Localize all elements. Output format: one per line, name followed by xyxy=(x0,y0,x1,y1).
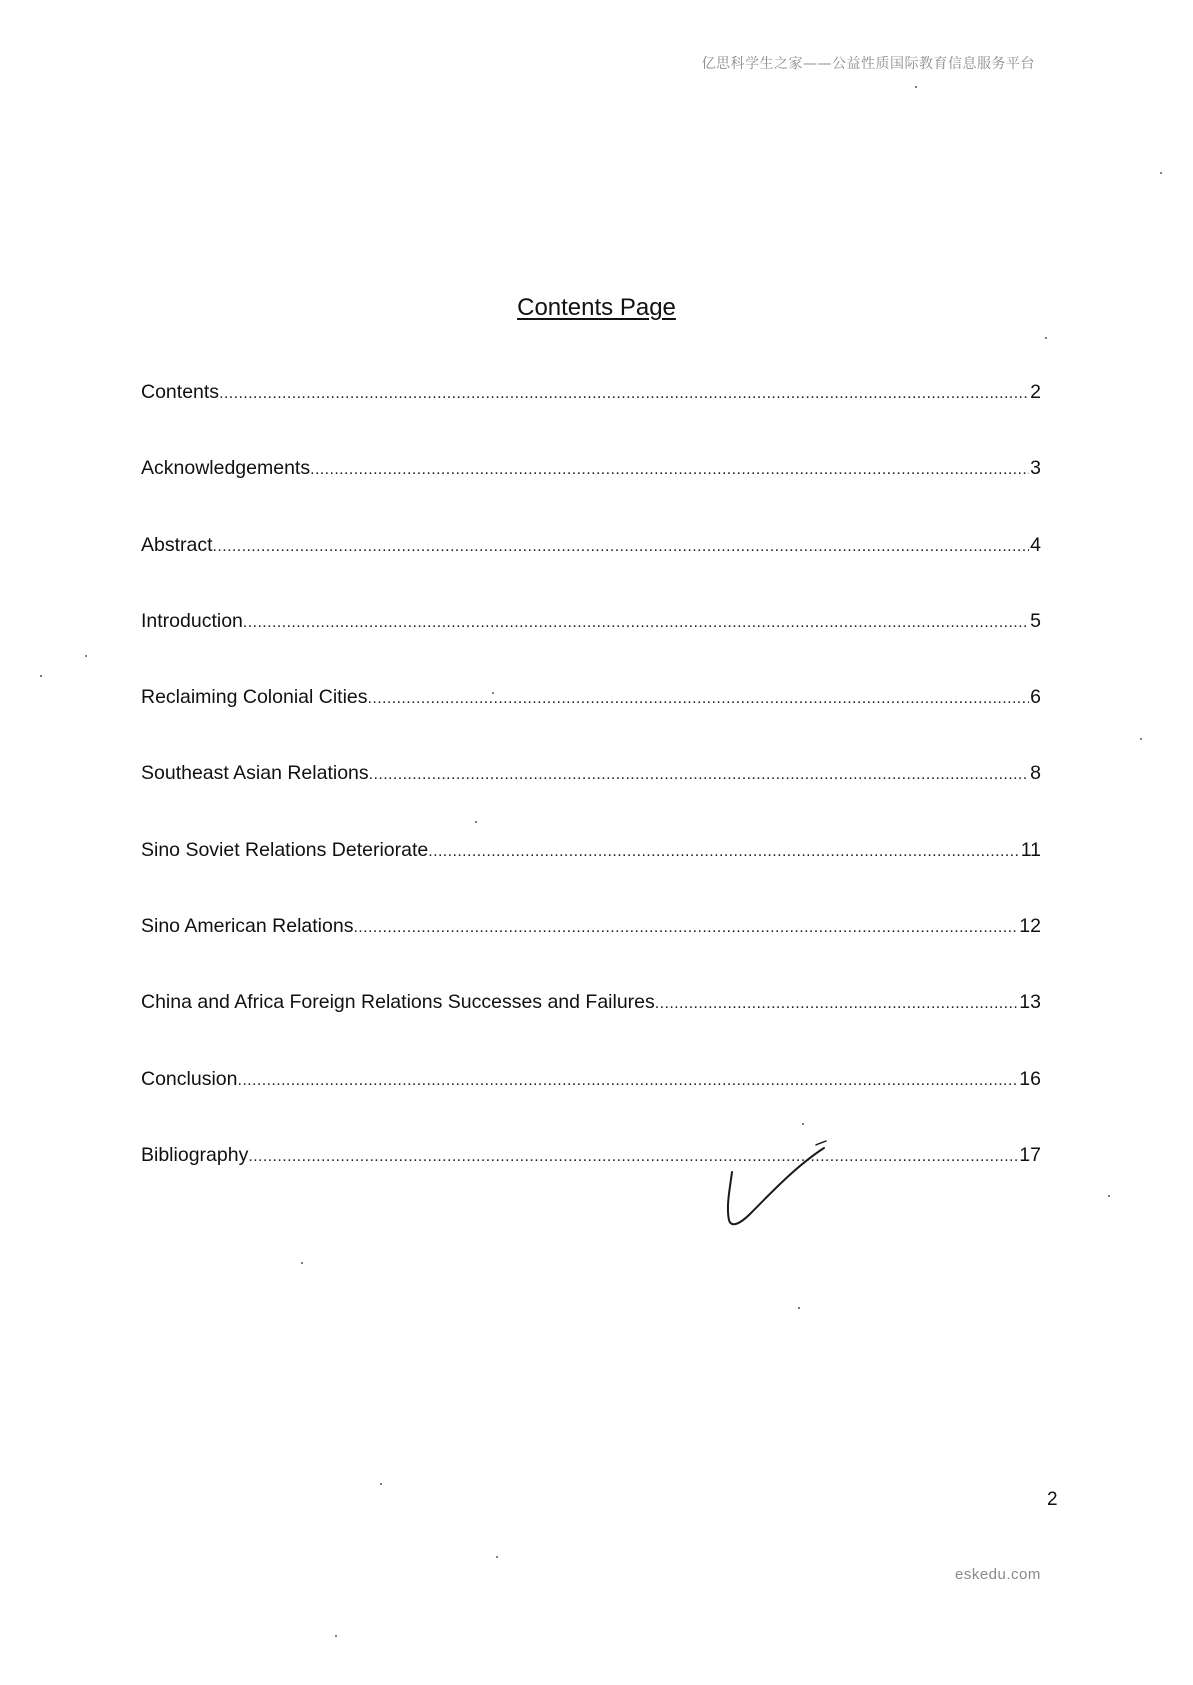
scan-speck xyxy=(301,1262,303,1264)
scan-speck xyxy=(475,821,477,823)
footer-watermark: eskedu.com xyxy=(955,1566,1041,1583)
toc-dot-leader xyxy=(248,1143,1018,1171)
toc-entry-page: 12 xyxy=(1019,915,1041,938)
toc-dot-leader xyxy=(243,609,1029,637)
handwritten-checkmark xyxy=(720,1140,830,1235)
toc-entry-sino-american-relations xyxy=(141,912,1041,988)
toc-entry-label: Bibliography xyxy=(141,1143,249,1166)
toc-entry-southeast-asian-relations xyxy=(141,759,1041,835)
toc-dot-leader xyxy=(655,990,1019,1018)
toc-entry-page: 5 xyxy=(1030,609,1041,632)
toc-entry-page: 8 xyxy=(1030,762,1041,785)
toc-dot-leader xyxy=(237,1067,1018,1095)
toc-entry-page: 4 xyxy=(1030,533,1041,556)
scan-speck xyxy=(85,655,87,657)
toc-dot-leader xyxy=(428,838,1020,866)
header-watermark: 亿思科学生之家——公益性质国际教育信息服务平台 xyxy=(701,56,1035,72)
toc-entry-page: 6 xyxy=(1030,686,1041,709)
scan-speck xyxy=(1045,337,1047,339)
toc-entry-page: 17 xyxy=(1019,1143,1041,1166)
toc-entry-introduction xyxy=(141,607,1041,683)
scan-speck xyxy=(1108,1195,1110,1197)
scan-speck xyxy=(1140,738,1142,740)
toc-dot-leader xyxy=(219,380,1029,408)
toc-entry-label: China and Africa Foreign Relations Successes and Failures xyxy=(141,991,655,1014)
scan-speck xyxy=(1160,172,1162,174)
toc-entry-sino-soviet-relations xyxy=(141,836,1041,912)
toc-dot-leader xyxy=(310,456,1029,484)
toc-entry-page: 3 xyxy=(1030,457,1041,480)
scan-speck xyxy=(798,1307,800,1309)
toc-entry-label: Sino American Relations xyxy=(141,915,354,938)
toc-entry-contents xyxy=(141,378,1041,454)
toc-entry-page: 11 xyxy=(1020,838,1041,861)
toc-entry-label: Conclusion xyxy=(141,1067,238,1090)
scan-speck xyxy=(40,675,42,677)
toc-dot-leader xyxy=(369,761,1029,789)
toc-dot-leader xyxy=(213,533,1030,561)
toc-entry-page: 2 xyxy=(1030,381,1041,403)
toc-entry-label: Acknowledgements xyxy=(141,457,311,480)
toc-entry-page: 13 xyxy=(1019,991,1041,1014)
page-title: Contents Page xyxy=(517,294,676,321)
scan-speck xyxy=(496,1556,498,1558)
toc-entry-label: Southeast Asian Relations xyxy=(141,762,369,785)
toc-entry-conclusion xyxy=(141,1065,1041,1141)
table-of-contents xyxy=(141,378,1041,1217)
toc-dot-leader xyxy=(368,685,1030,713)
toc-entry-china-africa-relations xyxy=(141,988,1041,1064)
toc-entry-label: Introduction xyxy=(141,609,243,632)
toc-entry-acknowledgements xyxy=(141,454,1041,530)
toc-entry-reclaiming-colonial-cities xyxy=(141,683,1041,759)
page-number: 2 xyxy=(1047,1489,1058,1510)
scan-speck xyxy=(802,1123,804,1125)
scan-speck xyxy=(492,692,494,694)
scan-speck xyxy=(335,1635,337,1637)
toc-entry-label: Abstract xyxy=(141,533,213,556)
scan-speck xyxy=(915,86,917,88)
toc-entry-abstract xyxy=(141,531,1041,607)
toc-entry-label: Reclaiming Colonial Cities xyxy=(141,686,368,709)
toc-entry-bibliography xyxy=(141,1141,1041,1217)
toc-entry-page: 16 xyxy=(1019,1067,1041,1090)
scan-speck xyxy=(380,1483,382,1485)
toc-dot-leader xyxy=(353,914,1018,942)
toc-entry-label: Sino Soviet Relations Deteriorate xyxy=(141,838,429,861)
toc-entry-label: Contents xyxy=(141,381,220,403)
